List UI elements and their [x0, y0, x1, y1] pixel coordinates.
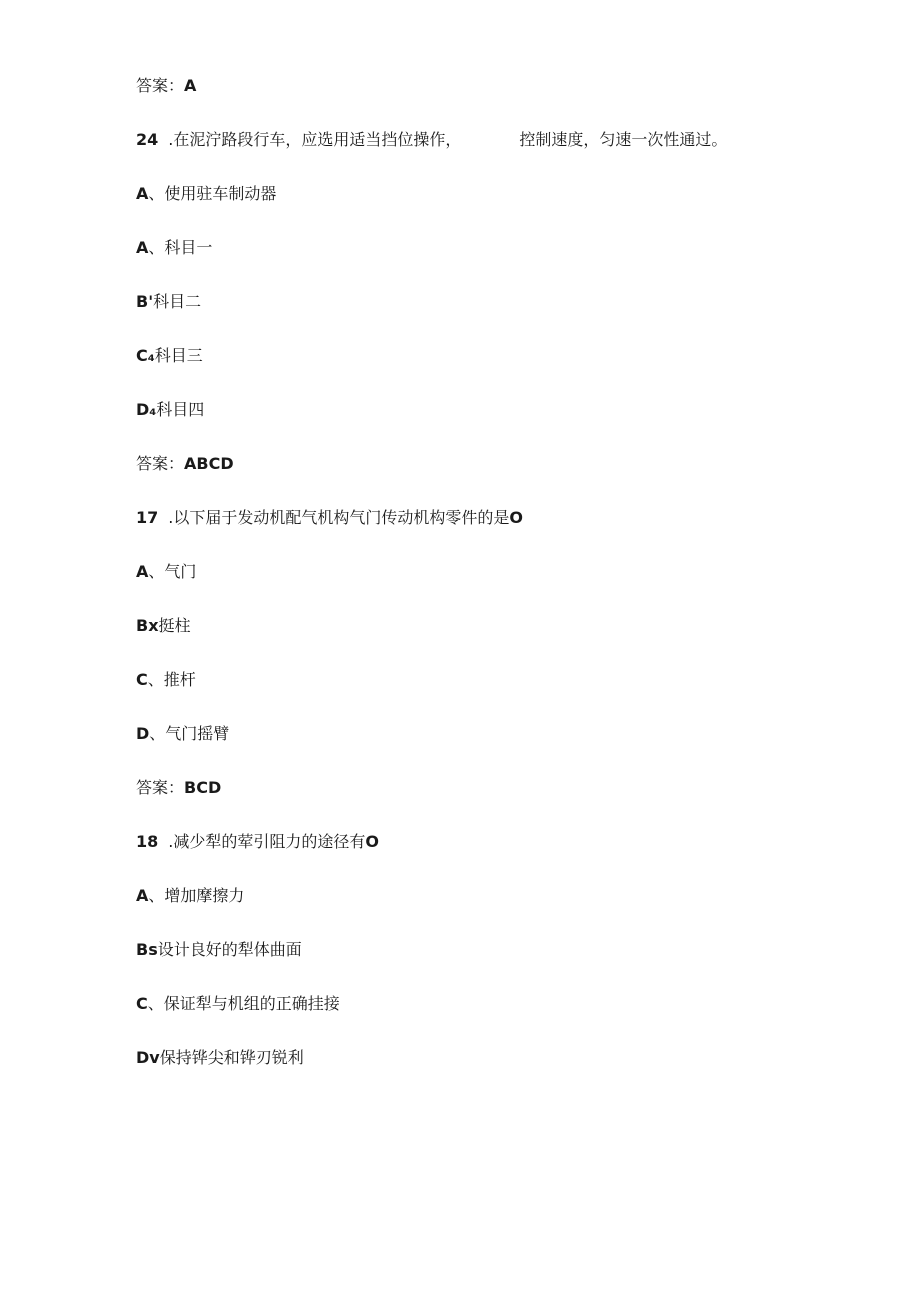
option-line	[136, 939, 302, 961]
option-line	[136, 885, 244, 907]
option-line	[136, 993, 340, 1015]
question-text: .以下届于发动机配气机构气门传动机构零件的是	[168, 508, 510, 527]
option-letter: C₄	[136, 346, 155, 365]
question-text: .在泥泞路段行车，应选用适当挡位操作，	[168, 130, 462, 149]
option-text: 挺柱	[158, 616, 191, 635]
option-line	[136, 237, 212, 259]
answer-value: BCD	[184, 778, 222, 797]
option-separator: 、	[147, 994, 164, 1013]
option-text: 增加摩擦力	[164, 886, 245, 905]
option-text: 保证犁与机组的正确挂接	[163, 994, 340, 1013]
option-text: 设计良好的犁体曲面	[157, 940, 302, 959]
option-line	[136, 615, 191, 637]
option-letter: A	[136, 184, 149, 203]
question-tail: O	[509, 508, 523, 527]
option-line	[136, 183, 276, 205]
option-text: 科目三	[154, 346, 203, 365]
option-line	[136, 399, 204, 421]
option-text: 推杆	[163, 670, 196, 689]
option-separator: 、	[148, 184, 165, 203]
option-text: 使用驻车制动器	[164, 184, 277, 203]
option-separator: 、	[149, 724, 166, 743]
option-separator: 、	[148, 562, 165, 581]
option-letter: D₄	[136, 400, 157, 419]
question-17	[136, 507, 523, 529]
option-letter: D	[136, 724, 150, 743]
option-line	[136, 291, 201, 313]
option-letter: Bs	[136, 940, 158, 959]
option-text: 气门摇臂	[165, 724, 230, 743]
option-letter: C	[136, 670, 148, 689]
option-line	[136, 345, 203, 367]
option-line	[136, 1047, 304, 1069]
option-separator: 、	[148, 886, 165, 905]
answer-line	[136, 777, 221, 799]
option-letter: A	[136, 238, 149, 257]
answer-line	[136, 75, 196, 97]
question-text-continued: 控制速度，匀速一次性通过。	[519, 130, 728, 149]
option-line	[136, 561, 196, 583]
question-24	[136, 129, 727, 151]
option-text: 科目二	[153, 292, 202, 311]
answer-value: ABCD	[184, 454, 234, 473]
question-text: .减少犁的荤引阻力的途径有	[168, 832, 366, 851]
question-number: 18	[136, 832, 159, 851]
option-letter: A	[136, 886, 149, 905]
option-line	[136, 669, 196, 691]
option-text: 科目一	[164, 238, 213, 257]
question-number: 17	[136, 508, 159, 527]
answer-label: 答案：	[136, 454, 185, 473]
answer-line	[136, 453, 234, 475]
answer-value: A	[184, 76, 197, 95]
question-18	[136, 831, 379, 853]
option-letter: Dv	[136, 1048, 160, 1067]
answer-label: 答案：	[136, 778, 185, 797]
answer-label: 答案：	[136, 76, 185, 95]
option-separator: 、	[148, 238, 165, 257]
option-letter: Bx	[136, 616, 159, 635]
option-text: 保持铧尖和铧刃锐利	[159, 1048, 304, 1067]
question-tail: O	[365, 832, 379, 851]
option-line	[136, 723, 229, 745]
option-letter: A	[136, 562, 149, 581]
option-text: 科目四	[156, 400, 205, 419]
option-separator: 、	[147, 670, 164, 689]
option-letter: C	[136, 994, 148, 1013]
question-number: 24	[136, 130, 159, 149]
option-letter: B'	[136, 292, 154, 311]
option-text: 气门	[164, 562, 197, 581]
